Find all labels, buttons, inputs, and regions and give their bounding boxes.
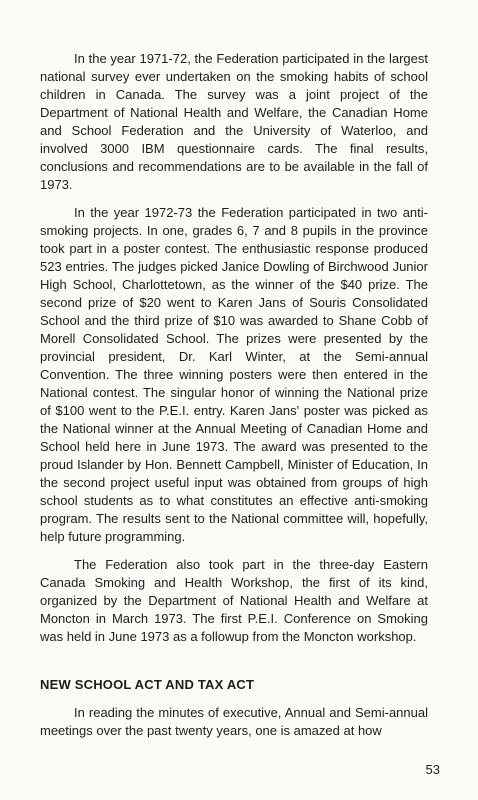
section-heading: NEW SCHOOL ACT AND TAX ACT: [40, 677, 255, 692]
paragraph-school-act: In reading the minutes of executive, Annual and Semi-annual meetings over the past twenty years, one is amazed at how: [40, 705, 428, 738]
paragraph-smoking-survey: In the year 1971-72, the Federation participated in the largest national survey ever undertaken on the smoking habits of school children in Canada. The survey was a joint project of the Department of National Health and Welfare, the Canadian Home and School Federation and the University of Waterloo, and involved 3000 IBM questionnaire cards. The final results, conclusions and recommendations are to be available in the fall of 1973.: [40, 51, 428, 192]
page-body: [40, 50, 428, 740]
paragraph-anti-smoking-projects: In the year 1972-73 the Federation participated in two anti-smoking projects. In one, grades 6, 7 and 8 pupils in the province took part in a poster contest. The enthusiastic response produced 523 entries. The judges picked Janice Dowling of Birchwood Junior High School, Charlottetown, as the winner of the $40 prize. The second prize of $20 went to Karen Jans of Souris Consolidated School and the third prize of $10 was awarded to Shane Cobb of Morell Consolidated School. The prizes were presented by the provincial president, Dr. Karl Winter, at the Semi-annual Convention. The three winning posters were then entered in the National contest. The singular honor of winning the National prize of $100 went to the P.E.I. entry. Karen Jans' poster was picked as the National winner at the Annual Meeting of Canadian Home and School held here in June 1973. The award was presented to the proud Islander by Hon. Bennett Campbell, Minister of Education, In the second project useful input was obtained from groups of high school students as to what constitutes an effective anti-smoking program. The results sent to the National committee will, hopefully, help future programming.: [40, 205, 428, 544]
page-number: 53: [425, 762, 440, 777]
paragraph-smoking-workshop: The Federation also took part in the three-day Eastern Canada Smoking and Health Workshop, the first of its kind, organized by the Department of National Health and Welfare at Moncton in March 1973. The first P.E.I. Conference on Smoking was held in June 1973 as a followup from the Moncton workshop.: [40, 557, 428, 644]
